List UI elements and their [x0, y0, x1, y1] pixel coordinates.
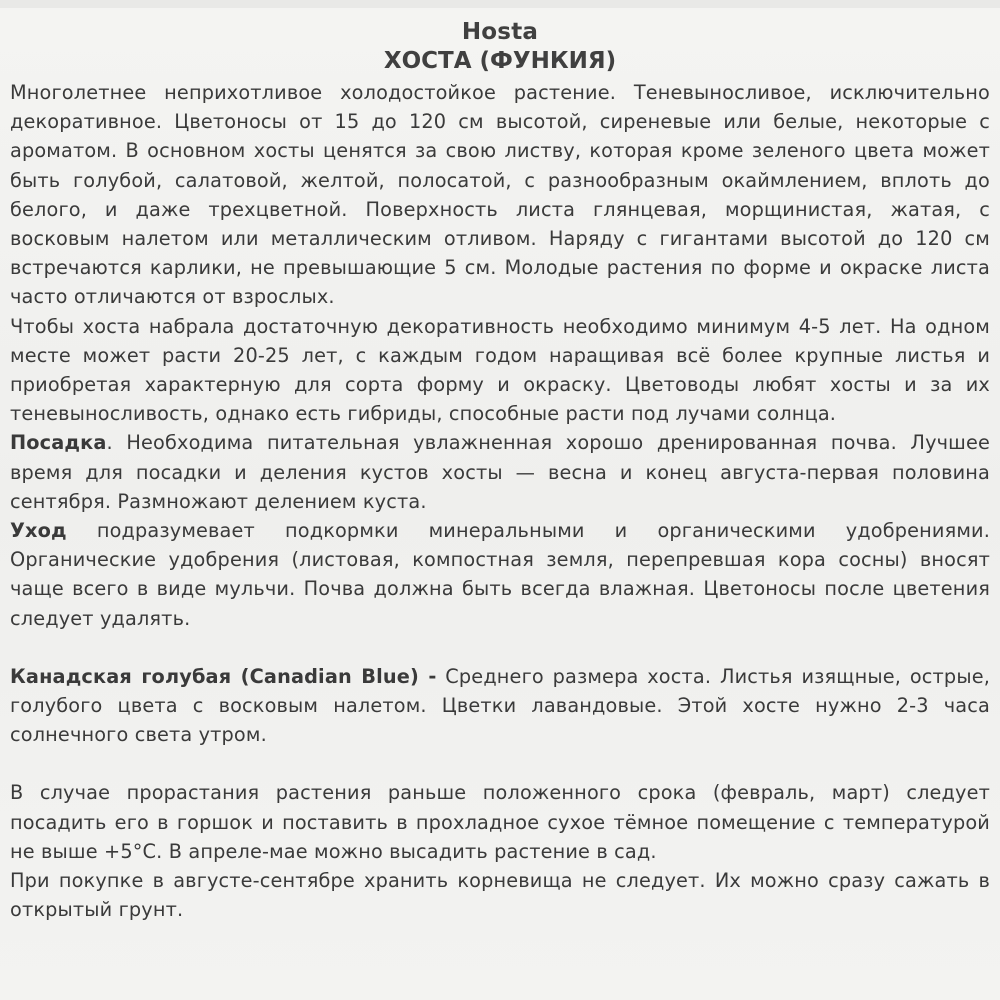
planting-text: . Необходима питательная увлажненная хорошо дренированная почва. Лучшее время для посадки и деления кустов хосты — весна и конец августа-первая половина сентября. Размножают делением куста. [10, 431, 990, 513]
variety-paragraph [10, 662, 990, 750]
intro-paragraph: Многолетнее неприхотливое холодостойкое растение. Теневыносливое, исключительно декоративное. Цветоносы от 15 до 120 см высотой, сиреневые или белые, некоторые с ароматом. В основном хосты ценятся за свою листву, которая кроме зеленого цвета может быть голубой, салатовой, желтой, полосатой, с разнообразным окаймлением, вплоть до белого, и даже трехцветной. Поверхность листа глянцевая, морщинистая, жатая, с восковым налетом или металлическим отливом. Наряду с гигантами высотой до 120 см встречаются карлики, не превышающие 5 см. Молодые растения по форме и окраске листа часто отличаются от взрослых. [10, 81, 990, 309]
spacer [10, 633, 990, 662]
planting-heading: Посадка [10, 431, 107, 455]
variety-heading: Канадская голубая (Canadian Blue) - [10, 664, 437, 688]
spacer [10, 749, 990, 778]
top-edge [0, 0, 1000, 8]
maturity-paragraph: Чтобы хоста набрала достаточную декоративность необходимо минимум 4-5 лет. На одном месте может расти 20-25 лет, с каждым годом наращивая всё более крупные листья и приобретая характерную для сорта форму и окраску. Цветоводы любят хосты и за их теневыносливость, однако есть гибриды, способные расти под лучами солнца. [10, 314, 990, 426]
variety-text: Среднего размера хоста. Листья изящные, острые, голубого цвета с восковым налетом. Цветки лавандовые. Этой хосте нужно 2-3 часа солнечного света утром. [10, 664, 990, 747]
care-heading: Уход [10, 519, 67, 543]
russian-title: ХОСТА (ФУНКИЯ) [383, 48, 617, 74]
early-sprout-paragraph: В случае прорастания растения раньше положенного срока (февраль, март) следует посадить его в горшок и поставить в прохладное сухое тёмное помещение с температурой не выше +5°С. В апреле-мае можно высадить растение в сад. [10, 781, 990, 863]
care-paragraph [10, 516, 990, 633]
care-text: подразумевает подкормки минеральными и органическими удобрениями. Органические удобрения (листовая, компостная земля, перепревшая кора сосны) вносят чаще всего в виде мульчи. Почва должна быть всегда влажная. Цветоносы после цветения следует удалять. [10, 519, 990, 630]
latin-title: Hosta [461, 19, 539, 45]
august-purchase-paragraph: При покупке в августе-сентябре хранить корневища не следует. Их можно сразу сажать в открытый грунт. [10, 869, 990, 922]
planting-paragraph [10, 428, 990, 516]
